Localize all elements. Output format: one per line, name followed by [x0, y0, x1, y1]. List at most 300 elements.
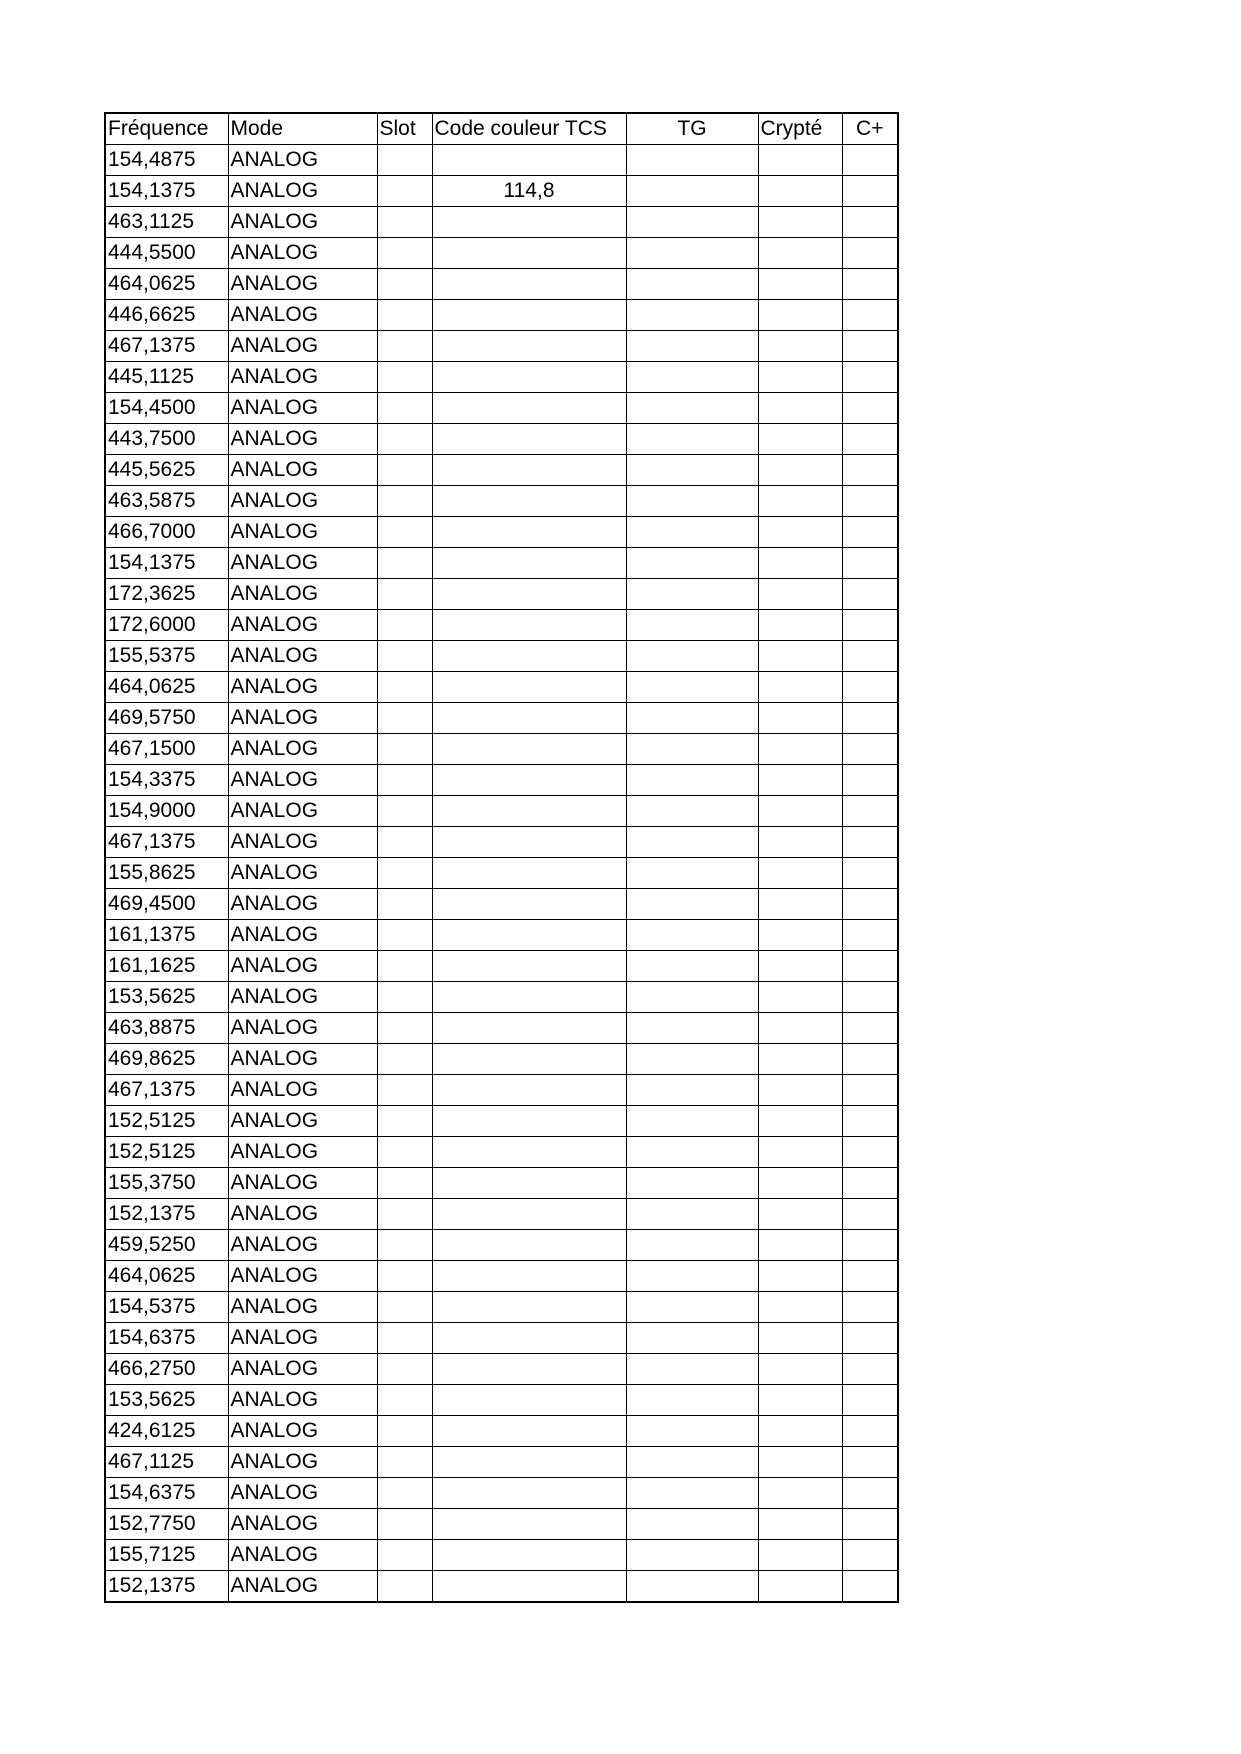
cell-crypted — [758, 982, 842, 1013]
table-row — [105, 207, 898, 238]
cell-cplus — [842, 579, 898, 610]
cell-mode: ANALOG — [228, 610, 377, 641]
cell-slot — [377, 1323, 432, 1354]
cell-mode: ANALOG — [228, 1075, 377, 1106]
cell-frequency: 463,1125 — [105, 207, 228, 238]
cell-tcs-color-code — [432, 1354, 626, 1385]
cell-tg — [626, 486, 758, 517]
cell-tcs-color-code — [432, 362, 626, 393]
table-row — [105, 1106, 898, 1137]
cell-mode: ANALOG — [228, 1571, 377, 1603]
cell-tg — [626, 1571, 758, 1603]
cell-tcs-color-code — [432, 424, 626, 455]
cell-cplus — [842, 1013, 898, 1044]
cell-frequency: 424,6125 — [105, 1416, 228, 1447]
cell-slot — [377, 1447, 432, 1478]
cell-crypted — [758, 207, 842, 238]
cell-frequency: 155,3750 — [105, 1168, 228, 1199]
cell-frequency: 463,8875 — [105, 1013, 228, 1044]
cell-cplus — [842, 1292, 898, 1323]
cell-crypted — [758, 300, 842, 331]
cell-crypted — [758, 1416, 842, 1447]
header-row — [105, 113, 898, 145]
cell-slot — [377, 455, 432, 486]
cell-tcs-color-code — [432, 1540, 626, 1571]
cell-frequency: 154,6375 — [105, 1478, 228, 1509]
cell-tg — [626, 889, 758, 920]
table-row — [105, 610, 898, 641]
cell-frequency: 154,4875 — [105, 145, 228, 176]
cell-cplus — [842, 1323, 898, 1354]
cell-frequency: 444,5500 — [105, 238, 228, 269]
table-row — [105, 300, 898, 331]
cell-crypted — [758, 1354, 842, 1385]
cell-crypted — [758, 1571, 842, 1603]
cell-tg — [626, 1540, 758, 1571]
table-row — [105, 827, 898, 858]
cell-mode: ANALOG — [228, 269, 377, 300]
cell-frequency: 153,5625 — [105, 982, 228, 1013]
table-row — [105, 1137, 898, 1168]
table-row — [105, 176, 898, 207]
cell-mode: ANALOG — [228, 796, 377, 827]
cell-tg — [626, 1478, 758, 1509]
cell-tg — [626, 300, 758, 331]
cell-slot — [377, 920, 432, 951]
cell-slot — [377, 1199, 432, 1230]
cell-slot — [377, 486, 432, 517]
cell-slot — [377, 1416, 432, 1447]
cell-tcs-color-code — [432, 796, 626, 827]
cell-tcs-color-code — [432, 672, 626, 703]
header-tg: TG — [626, 113, 758, 145]
cell-tcs-color-code — [432, 486, 626, 517]
cell-mode: ANALOG — [228, 1106, 377, 1137]
cell-slot — [377, 1168, 432, 1199]
cell-frequency: 464,0625 — [105, 269, 228, 300]
cell-tcs-color-code — [432, 300, 626, 331]
cell-crypted — [758, 1478, 842, 1509]
cell-mode: ANALOG — [228, 1385, 377, 1416]
cell-mode: ANALOG — [228, 982, 377, 1013]
table-body — [105, 145, 898, 1603]
cell-slot — [377, 1478, 432, 1509]
cell-tg — [626, 1509, 758, 1540]
cell-mode: ANALOG — [228, 486, 377, 517]
cell-crypted — [758, 1292, 842, 1323]
cell-tg — [626, 1075, 758, 1106]
cell-cplus — [842, 269, 898, 300]
cell-slot — [377, 1230, 432, 1261]
cell-mode: ANALOG — [228, 1478, 377, 1509]
cell-crypted — [758, 672, 842, 703]
cell-tg — [626, 455, 758, 486]
cell-slot — [377, 889, 432, 920]
cell-mode: ANALOG — [228, 331, 377, 362]
cell-tg — [626, 734, 758, 765]
cell-tcs-color-code — [432, 920, 626, 951]
header-frequency: Fréquence — [105, 113, 228, 145]
cell-crypted — [758, 951, 842, 982]
cell-frequency: 153,5625 — [105, 1385, 228, 1416]
cell-tg — [626, 1261, 758, 1292]
cell-crypted — [758, 1199, 842, 1230]
cell-slot — [377, 300, 432, 331]
cell-tcs-color-code — [432, 951, 626, 982]
cell-mode: ANALOG — [228, 920, 377, 951]
table-row — [105, 238, 898, 269]
cell-tg — [626, 269, 758, 300]
cell-tg — [626, 641, 758, 672]
cell-tg — [626, 1106, 758, 1137]
cell-tcs-color-code — [432, 734, 626, 765]
header-crypted: Crypté — [758, 113, 842, 145]
cell-cplus — [842, 145, 898, 176]
cell-slot — [377, 1509, 432, 1540]
cell-crypted — [758, 889, 842, 920]
cell-crypted — [758, 1261, 842, 1292]
cell-tcs-color-code — [432, 1261, 626, 1292]
cell-frequency: 467,1375 — [105, 827, 228, 858]
cell-tcs-color-code — [432, 1509, 626, 1540]
cell-frequency: 154,6375 — [105, 1323, 228, 1354]
cell-tg — [626, 703, 758, 734]
cell-tg — [626, 207, 758, 238]
cell-mode: ANALOG — [228, 393, 377, 424]
table-row — [105, 951, 898, 982]
cell-tg — [626, 1354, 758, 1385]
table-row — [105, 982, 898, 1013]
cell-frequency: 445,1125 — [105, 362, 228, 393]
cell-cplus — [842, 641, 898, 672]
cell-crypted — [758, 517, 842, 548]
cell-cplus — [842, 734, 898, 765]
cell-crypted — [758, 1230, 842, 1261]
table-row — [105, 1478, 898, 1509]
cell-tcs-color-code — [432, 1075, 626, 1106]
cell-mode: ANALOG — [228, 827, 377, 858]
cell-cplus — [842, 796, 898, 827]
cell-cplus — [842, 393, 898, 424]
cell-cplus — [842, 982, 898, 1013]
cell-slot — [377, 1385, 432, 1416]
cell-tg — [626, 858, 758, 889]
cell-cplus — [842, 1571, 898, 1603]
cell-frequency: 154,9000 — [105, 796, 228, 827]
cell-tcs-color-code — [432, 889, 626, 920]
cell-frequency: 154,5375 — [105, 1292, 228, 1323]
cell-tcs-color-code — [432, 1106, 626, 1137]
cell-crypted — [758, 1075, 842, 1106]
cell-frequency: 155,5375 — [105, 641, 228, 672]
table-row — [105, 269, 898, 300]
cell-tg — [626, 517, 758, 548]
cell-slot — [377, 331, 432, 362]
header-slot: Slot — [377, 113, 432, 145]
cell-tcs-color-code — [432, 1478, 626, 1509]
cell-cplus — [842, 1354, 898, 1385]
cell-tcs-color-code — [432, 1199, 626, 1230]
cell-slot — [377, 703, 432, 734]
cell-tg — [626, 145, 758, 176]
table-row — [105, 362, 898, 393]
cell-frequency: 446,6625 — [105, 300, 228, 331]
table-row — [105, 1044, 898, 1075]
cell-cplus — [842, 1106, 898, 1137]
table-row — [105, 1230, 898, 1261]
cell-tg — [626, 1292, 758, 1323]
cell-tcs-color-code — [432, 765, 626, 796]
cell-tcs-color-code: 114,8 — [432, 176, 626, 207]
cell-tcs-color-code — [432, 517, 626, 548]
cell-mode: ANALOG — [228, 1540, 377, 1571]
table-row — [105, 1075, 898, 1106]
cell-frequency: 161,1625 — [105, 951, 228, 982]
cell-mode: ANALOG — [228, 300, 377, 331]
cell-tg — [626, 610, 758, 641]
cell-tg — [626, 765, 758, 796]
spreadsheet-page — [104, 112, 899, 1603]
cell-tg — [626, 1137, 758, 1168]
cell-cplus — [842, 920, 898, 951]
cell-tcs-color-code — [432, 1168, 626, 1199]
cell-mode: ANALOG — [228, 1137, 377, 1168]
cell-crypted — [758, 1106, 842, 1137]
table-row — [105, 889, 898, 920]
cell-mode: ANALOG — [228, 1230, 377, 1261]
cell-cplus — [842, 331, 898, 362]
cell-mode: ANALOG — [228, 703, 377, 734]
cell-tg — [626, 393, 758, 424]
cell-crypted — [758, 610, 842, 641]
cell-mode: ANALOG — [228, 1509, 377, 1540]
table-row — [105, 1385, 898, 1416]
cell-cplus — [842, 1540, 898, 1571]
cell-crypted — [758, 176, 842, 207]
cell-mode: ANALOG — [228, 765, 377, 796]
cell-cplus — [842, 827, 898, 858]
cell-cplus — [842, 1075, 898, 1106]
cell-mode: ANALOG — [228, 1168, 377, 1199]
cell-cplus — [842, 1199, 898, 1230]
cell-crypted — [758, 1137, 842, 1168]
cell-tg — [626, 796, 758, 827]
cell-mode: ANALOG — [228, 145, 377, 176]
table-row — [105, 796, 898, 827]
cell-mode: ANALOG — [228, 548, 377, 579]
cell-crypted — [758, 734, 842, 765]
cell-tcs-color-code — [432, 455, 626, 486]
table-row — [105, 1013, 898, 1044]
table-row — [105, 145, 898, 176]
cell-frequency: 464,0625 — [105, 672, 228, 703]
frequency-table — [104, 112, 899, 1603]
cell-frequency: 463,5875 — [105, 486, 228, 517]
cell-crypted — [758, 858, 842, 889]
cell-slot — [377, 548, 432, 579]
header-cplus: C+ — [842, 113, 898, 145]
cell-tcs-color-code — [432, 1447, 626, 1478]
cell-mode: ANALOG — [228, 238, 377, 269]
cell-slot — [377, 393, 432, 424]
cell-slot — [377, 362, 432, 393]
cell-cplus — [842, 1261, 898, 1292]
cell-cplus — [842, 1478, 898, 1509]
cell-tg — [626, 827, 758, 858]
cell-mode: ANALOG — [228, 858, 377, 889]
cell-tcs-color-code — [432, 1571, 626, 1603]
table-row — [105, 517, 898, 548]
cell-mode: ANALOG — [228, 207, 377, 238]
table-row — [105, 1168, 898, 1199]
table-row — [105, 920, 898, 951]
cell-cplus — [842, 362, 898, 393]
cell-frequency: 445,5625 — [105, 455, 228, 486]
cell-crypted — [758, 1540, 842, 1571]
cell-crypted — [758, 1385, 842, 1416]
cell-slot — [377, 1075, 432, 1106]
cell-tcs-color-code — [432, 703, 626, 734]
cell-cplus — [842, 1137, 898, 1168]
table-row — [105, 1447, 898, 1478]
cell-frequency: 172,6000 — [105, 610, 228, 641]
cell-mode: ANALOG — [228, 1199, 377, 1230]
cell-slot — [377, 238, 432, 269]
cell-crypted — [758, 486, 842, 517]
cell-tg — [626, 331, 758, 362]
table-row — [105, 1509, 898, 1540]
cell-slot — [377, 1013, 432, 1044]
cell-crypted — [758, 238, 842, 269]
cell-tg — [626, 1385, 758, 1416]
cell-tg — [626, 1230, 758, 1261]
cell-crypted — [758, 1168, 842, 1199]
cell-tg — [626, 1168, 758, 1199]
cell-crypted — [758, 1013, 842, 1044]
table-row — [105, 393, 898, 424]
table-row — [105, 1354, 898, 1385]
cell-crypted — [758, 641, 842, 672]
cell-mode: ANALOG — [228, 362, 377, 393]
cell-cplus — [842, 486, 898, 517]
cell-mode: ANALOG — [228, 889, 377, 920]
cell-tcs-color-code — [432, 238, 626, 269]
cell-tcs-color-code — [432, 207, 626, 238]
cell-slot — [377, 176, 432, 207]
cell-cplus — [842, 424, 898, 455]
table-row — [105, 486, 898, 517]
cell-crypted — [758, 393, 842, 424]
cell-crypted — [758, 331, 842, 362]
cell-crypted — [758, 1447, 842, 1478]
cell-slot — [377, 610, 432, 641]
table-row — [105, 548, 898, 579]
cell-cplus — [842, 517, 898, 548]
cell-slot — [377, 796, 432, 827]
cell-slot — [377, 765, 432, 796]
cell-crypted — [758, 548, 842, 579]
cell-mode: ANALOG — [228, 641, 377, 672]
cell-mode: ANALOG — [228, 579, 377, 610]
cell-mode: ANALOG — [228, 1354, 377, 1385]
cell-cplus — [842, 765, 898, 796]
cell-cplus — [842, 1416, 898, 1447]
cell-frequency: 467,1500 — [105, 734, 228, 765]
cell-crypted — [758, 703, 842, 734]
cell-tcs-color-code — [432, 579, 626, 610]
cell-tcs-color-code — [432, 827, 626, 858]
cell-tcs-color-code — [432, 1230, 626, 1261]
cell-crypted — [758, 1509, 842, 1540]
cell-tg — [626, 1044, 758, 1075]
cell-slot — [377, 1571, 432, 1603]
cell-frequency: 172,3625 — [105, 579, 228, 610]
cell-cplus — [842, 951, 898, 982]
cell-mode: ANALOG — [228, 1416, 377, 1447]
table-row — [105, 1571, 898, 1603]
cell-slot — [377, 1106, 432, 1137]
cell-slot — [377, 1292, 432, 1323]
cell-tg — [626, 424, 758, 455]
cell-mode: ANALOG — [228, 734, 377, 765]
cell-crypted — [758, 796, 842, 827]
cell-tg — [626, 951, 758, 982]
cell-tcs-color-code — [432, 548, 626, 579]
table-row — [105, 1540, 898, 1571]
cell-mode: ANALOG — [228, 1261, 377, 1292]
cell-mode: ANALOG — [228, 455, 377, 486]
cell-frequency: 155,7125 — [105, 1540, 228, 1571]
cell-crypted — [758, 455, 842, 486]
cell-cplus — [842, 703, 898, 734]
cell-frequency: 154,4500 — [105, 393, 228, 424]
cell-mode: ANALOG — [228, 1292, 377, 1323]
cell-tcs-color-code — [432, 1137, 626, 1168]
cell-mode: ANALOG — [228, 1013, 377, 1044]
table-row — [105, 858, 898, 889]
cell-slot — [377, 517, 432, 548]
cell-slot — [377, 269, 432, 300]
cell-slot — [377, 982, 432, 1013]
cell-slot — [377, 1137, 432, 1168]
cell-frequency: 155,8625 — [105, 858, 228, 889]
cell-crypted — [758, 765, 842, 796]
cell-cplus — [842, 300, 898, 331]
cell-frequency: 161,1375 — [105, 920, 228, 951]
cell-frequency: 152,1375 — [105, 1571, 228, 1603]
cell-slot — [377, 145, 432, 176]
cell-mode: ANALOG — [228, 176, 377, 207]
cell-mode: ANALOG — [228, 424, 377, 455]
cell-tg — [626, 1447, 758, 1478]
cell-cplus — [842, 548, 898, 579]
cell-slot — [377, 1044, 432, 1075]
cell-slot — [377, 858, 432, 889]
cell-crypted — [758, 362, 842, 393]
cell-tg — [626, 1416, 758, 1447]
cell-cplus — [842, 1230, 898, 1261]
cell-crypted — [758, 145, 842, 176]
cell-mode: ANALOG — [228, 1323, 377, 1354]
cell-frequency: 152,7750 — [105, 1509, 228, 1540]
cell-frequency: 466,7000 — [105, 517, 228, 548]
cell-frequency: 152,5125 — [105, 1137, 228, 1168]
cell-tg — [626, 1013, 758, 1044]
table-row — [105, 703, 898, 734]
cell-crypted — [758, 1044, 842, 1075]
cell-mode: ANALOG — [228, 517, 377, 548]
cell-tcs-color-code — [432, 641, 626, 672]
